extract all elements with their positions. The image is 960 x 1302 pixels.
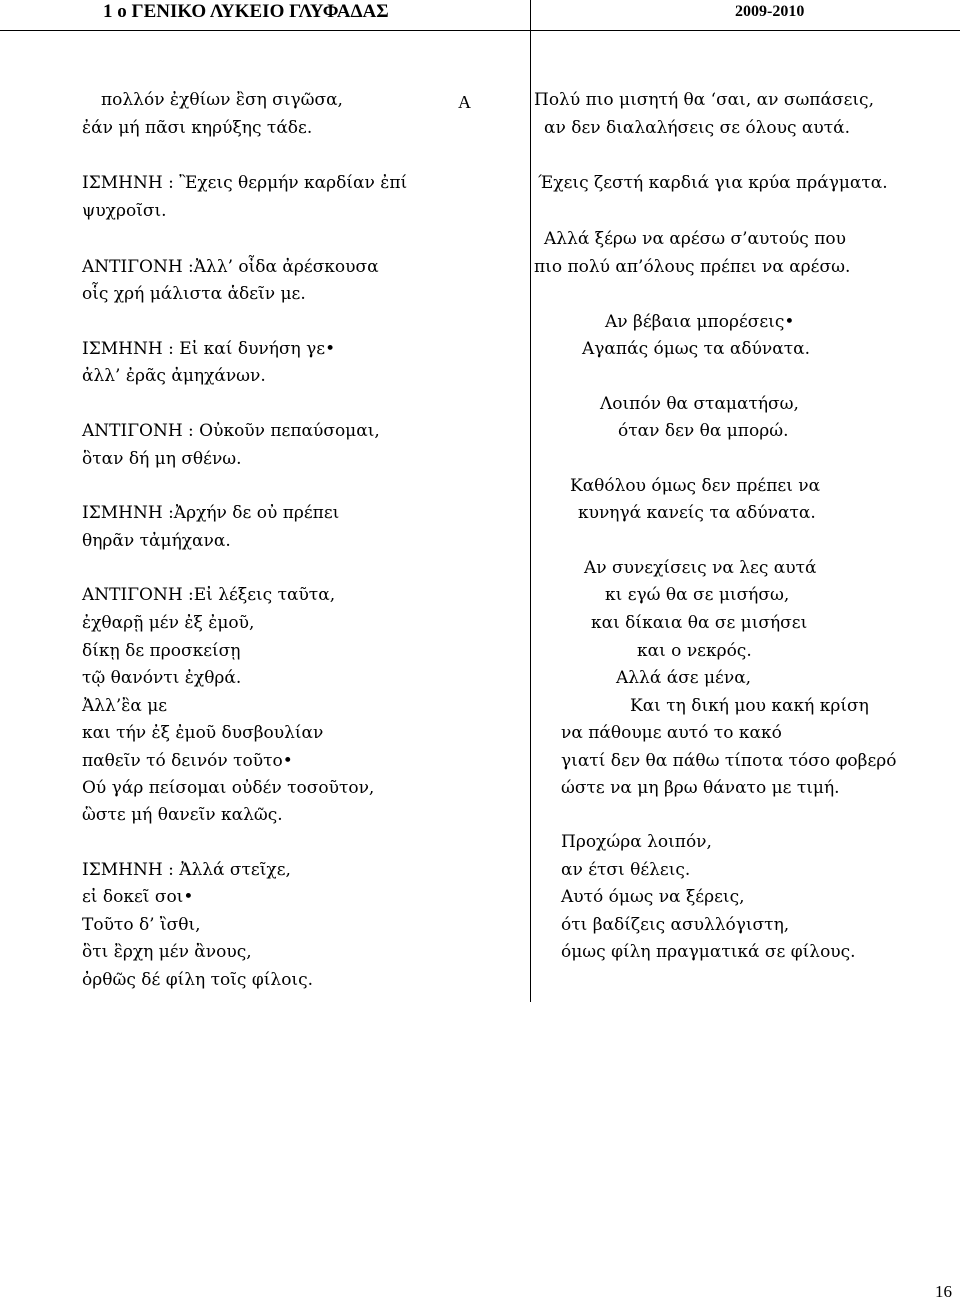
modern-line: Αλλά άσε μένα, [616, 668, 752, 688]
greek-line: εἰ δοκεῖ σοι• [82, 887, 194, 907]
modern-line: όταν δεν θα μπορώ. [618, 421, 789, 441]
greek-line: ΑΝΤΙΓΟΝΗ :Εἰ λέξεις ταῦτα, [82, 585, 336, 605]
modern-line: αν έτσι θέλεις. [561, 860, 691, 880]
modern-line: και δίκαια θα σε μισήσει [591, 613, 808, 633]
greek-line: ψυχροῖσι. [82, 201, 167, 221]
modern-line: Αυτό όμως να ξέρεις, [561, 887, 745, 907]
column-marker: Α [458, 92, 471, 112]
modern-line: Προχώρα λοιπόν, [561, 832, 712, 852]
modern-line: Αγαπάς όμως τα αδύνατα. [582, 339, 811, 359]
greek-line: ΑΝΤΙΓΟΝΗ : Οὐκοῦν πεπαύσομαι, [82, 421, 380, 441]
modern-line: όμως φίλη πραγματικά σε φίλους. [561, 942, 856, 962]
modern-line: Πολύ πιο μισητή θα ‘σαι, αν σωπάσεις, [534, 90, 874, 110]
greek-line: παθεῖν τό δεινόν τοῦτο• [82, 751, 293, 771]
greek-line: πολλόν ἐχθίων ἒση σιγῶσα, [101, 90, 343, 110]
greek-line: ΙΣΜΗΝΗ : Ἒχεις θερμήν καρδίαν ἐπί [82, 173, 408, 193]
page-number: 16 [935, 1282, 952, 1301]
modern-line: Αν βέβαια μπορέσεις• [605, 312, 795, 332]
modern-line: ότι βαδίζεις ασυλλόγιστη, [561, 915, 790, 935]
greek-line: ΙΣΜΗΝΗ : Ἀλλά στεῖχε, [82, 860, 291, 880]
modern-line: Και τη δική μου κακή κρίση [630, 696, 869, 716]
greek-line: ΙΣΜΗΝΗ : Εἰ καί δυνήση γε• [82, 339, 336, 359]
greek-line: ἐχθαρῇ μέν ἐξ ἐμοῦ, [82, 613, 255, 633]
modern-line: Αν συνεχίσεις να λες αυτά [584, 558, 817, 578]
greek-line: ὀρθῶς δέ φίλη τοῖς φίλοις. [82, 970, 314, 990]
modern-line: κυνηγά κανείς τα αδύνατα. [578, 503, 816, 523]
modern-line: Καθόλου όμως δεν πρέπει να [570, 476, 821, 496]
greek-line: θηρᾶν τἀμήχανα. [82, 531, 231, 551]
school-year: 2009-2010 [735, 3, 805, 20]
greek-line: Ού γάρ πείσομαι οὐδέν τοσοῦτον, [82, 778, 375, 798]
modern-line: και ο νεκρός. [637, 641, 752, 661]
modern-line: ώστε να μη βρω θάνατο με τιμή. [561, 778, 840, 798]
greek-line: ὣστε μή θανεῖν καλῶς. [82, 805, 283, 825]
modern-line: αν δεν διαλαλήσεις σε όλους αυτά. [544, 118, 851, 138]
modern-line: κι εγώ θα σε μισήσω, [605, 585, 790, 605]
greek-line: ΑΝΤΙΓΟΝΗ :Ἀλλ’ οἶδα ἀρέσκουσα [82, 257, 379, 277]
page-header [0, 0, 960, 31]
modern-line: να πάθουμε αυτό το κακό [561, 723, 782, 743]
greek-line: Ἀλλ’ἒα με [82, 696, 168, 716]
school-name: 1 ο ΓΕΝΙΚΟ ΛΥΚΕΙΟ ΓΛΥΦΑΔΑΣ [103, 1, 389, 22]
greek-line: ἀλλ’ ἐρᾶς ἀμηχάνων. [82, 366, 266, 386]
greek-line: Τοῦτο δ’ ἲσθι, [82, 915, 201, 935]
modern-line: Έχεις ζεστή καρδιά για κρύα πράγματα. [538, 173, 888, 193]
greek-line: οἷς χρή μάλιστα ἁδεῖν με. [82, 284, 306, 304]
modern-line: Λοιπόν θα σταματήσω, [600, 394, 799, 414]
modern-line: πιο πολύ απ’όλους πρέπει να αρέσω. [534, 257, 851, 277]
modern-line: Αλλά ξέρω να αρέσω σ’αυτούς που [544, 229, 846, 249]
greek-line: ΙΣΜΗΝΗ :Ἀρχήν δε οὐ πρέπει [82, 503, 340, 523]
greek-line: και τήν ἐξ ἐμοῦ δυσβουλίαν [82, 723, 324, 743]
greek-line: δίκῃ δε προσκείσῃ [82, 641, 241, 661]
greek-line: ἐάν μή πᾶσι κηρύξης τάδε. [82, 118, 313, 138]
modern-line: γιατί δεν θα πάθω τίποτα τόσο φοβερό [561, 751, 897, 771]
column-divider [530, 0, 531, 1002]
greek-line: τῷ θανόντι ἐχθρά. [82, 668, 242, 688]
greek-line: ὃτι ἒρχη μέν ἂνους, [82, 942, 252, 962]
greek-line: ὃταν δή μη σθένω. [82, 449, 242, 469]
